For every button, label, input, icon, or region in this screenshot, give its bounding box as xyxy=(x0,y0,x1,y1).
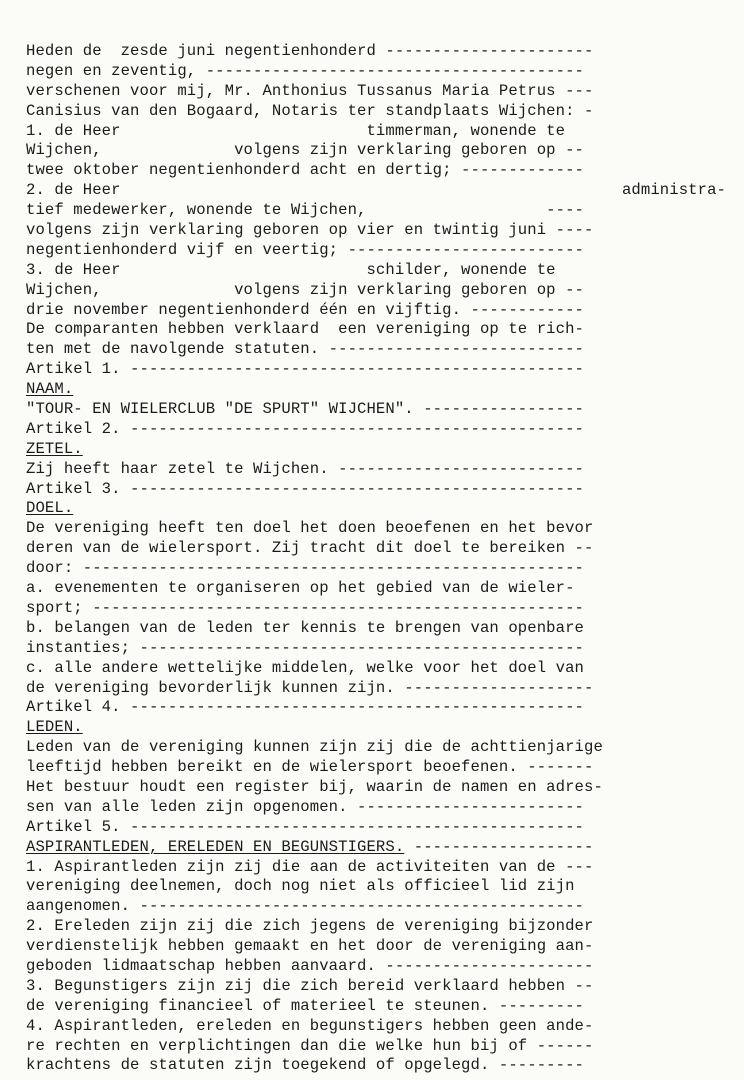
text-line xyxy=(26,559,726,579)
line-text: Wijchen, volgens zijn verklaring geboren op -- xyxy=(26,280,585,299)
line-text-right: administra- xyxy=(621,181,726,200)
line-text: ZETEL. xyxy=(26,439,83,458)
line-text: LEDEN. xyxy=(26,718,83,737)
text-line xyxy=(26,221,726,241)
line-text: 4. Aspirantleden, ereleden en begunstigers hebben geen ande- xyxy=(26,1016,594,1035)
text-line xyxy=(26,102,726,122)
line-text: De vereniging heeft ten doel het doen beoefenen en het bevor xyxy=(26,519,594,538)
text-line xyxy=(26,141,726,161)
text-line xyxy=(26,420,726,440)
line-text: krachtens de statuten zijn toegekend of opgelegd. --------- xyxy=(26,1056,585,1075)
line-text: Artikel 1. ------------------------------------------------ xyxy=(26,360,585,379)
text-line xyxy=(26,838,726,858)
line-text: verdienstelijk hebben gemaakt en het door de vereniging aan- xyxy=(26,937,594,956)
text-line xyxy=(26,659,726,679)
text-line xyxy=(26,599,726,619)
text-line xyxy=(26,201,726,221)
line-text: Het bestuur houdt een register bij, waarin de namen en adres- xyxy=(26,777,603,796)
text-line xyxy=(26,957,726,977)
line-text: vereniging deelnemen, doch nog niet als officieel lid zijn xyxy=(26,877,575,896)
line-text: aangenomen. ----------------------------------------------- xyxy=(26,897,585,916)
line-text: sport; ---------------------------------------------------- xyxy=(26,598,585,617)
line-text: 3. Begunstigers zijn zij die zich bereid verklaard hebben -- xyxy=(26,976,594,995)
text-line xyxy=(26,698,726,718)
line-text: 1. Aspirantleden zijn zij die aan de activiteiten van de --- xyxy=(26,857,594,876)
line-text: "TOUR- EN WIELERCLUB "DE SPURT" WIJCHEN". ----------------- xyxy=(26,400,585,419)
text-line xyxy=(26,758,726,778)
line-text: volgens zijn verklaring geboren op vier en twintig juni ---- xyxy=(26,221,594,240)
line-text: negen en zeventig, ---------------------------------------- xyxy=(26,61,585,80)
line-filler: ------------------- xyxy=(404,837,594,856)
text-line xyxy=(26,360,726,380)
text-line xyxy=(26,241,726,261)
text-line xyxy=(26,917,726,937)
text-line xyxy=(26,400,726,420)
text-line xyxy=(26,42,726,62)
line-text: 1. de Heer timmerman, wonende te xyxy=(26,121,566,140)
text-line xyxy=(26,897,726,917)
line-text: Artikel 3. ------------------------------------------------ xyxy=(26,479,585,498)
line-text: ten met de navolgende statuten. --------------------------- xyxy=(26,340,585,359)
text-line xyxy=(26,977,726,997)
section-heading xyxy=(26,499,726,519)
text-line xyxy=(26,1056,726,1076)
text-line xyxy=(26,480,726,500)
line-text: 2. de Heer xyxy=(26,181,121,200)
text-line xyxy=(26,738,726,758)
section-heading xyxy=(26,718,726,738)
line-text: tief medewerker, wonende te Wijchen, ---- xyxy=(26,201,585,220)
text-line xyxy=(26,997,726,1017)
text-line xyxy=(26,82,726,102)
line-text: Heden de zesde juni negentienhonderd ---------------------- xyxy=(26,42,594,60)
line-text: verschenen voor mij, Mr. Anthonius Tussanus Maria Petrus --- xyxy=(26,81,594,100)
line-text: instanties; ----------------------------------------------- xyxy=(26,638,585,657)
line-text: Zij heeft haar zetel te Wijchen. -------------------------- xyxy=(26,459,585,478)
text-line xyxy=(26,62,726,82)
text-line xyxy=(26,877,726,897)
deed-text xyxy=(26,42,726,1076)
line-text: Wijchen, volgens zijn verklaring geboren op -- xyxy=(26,141,585,160)
line-text: geboden lidmaatschap hebben aanvaard. ---------------------- xyxy=(26,956,594,975)
line-text: negentienhonderd vijf en veertig; ------------------------- xyxy=(26,240,585,259)
section-heading: ASPIRANTLEDEN, ERELEDEN EN BEGUNSTIGERS. xyxy=(26,837,405,856)
line-text: Artikel 5. ------------------------------------------------ xyxy=(26,817,585,836)
text-line xyxy=(26,301,726,321)
text-line xyxy=(26,1037,726,1057)
line-text: de vereniging financieel of materieel te steunen. --------- xyxy=(26,996,585,1015)
text-line xyxy=(26,679,726,699)
text-line xyxy=(26,937,726,957)
text-line xyxy=(26,460,726,480)
line-text: 3. de Heer schilder, wonende te xyxy=(26,260,556,279)
line-text: Canisius van den Bogaard, Notaris ter standplaats Wijchen: - xyxy=(26,101,594,120)
line-text: re rechten en verplichtingen dan die welke hun bij of ------ xyxy=(26,1036,594,1055)
line-text: de vereniging bevorderlijk kunnen zijn. -------------------- xyxy=(26,678,594,697)
line-text: De comparanten hebben verklaard een vereniging op te rich- xyxy=(26,320,585,339)
text-line xyxy=(26,161,726,181)
line-text: NAAM. xyxy=(26,380,74,399)
text-line xyxy=(26,340,726,360)
section-heading xyxy=(26,440,726,460)
line-text: leeftijd hebben bereikt en de wielersport beoefenen. ------- xyxy=(26,758,594,777)
line-text: b. belangen van de leden ter kennis te brengen van openbare xyxy=(26,618,585,637)
line-text: DOEL. xyxy=(26,499,74,518)
line-text: a. evenementen te organiseren op het gebied van de wieler- xyxy=(26,579,575,598)
text-line xyxy=(26,320,726,340)
line-text: sen van alle leden zijn opgenomen. ------------------------ xyxy=(26,797,585,816)
text-line xyxy=(26,778,726,798)
text-line xyxy=(26,519,726,539)
line-text: Leden van de vereniging kunnen zijn zij die de achttienjarige xyxy=(26,738,603,757)
line-text: drie november negentienhonderd één en vijftig. ------------ xyxy=(26,300,585,319)
text-line xyxy=(26,619,726,639)
text-line xyxy=(26,798,726,818)
text-line xyxy=(26,261,726,281)
line-text: 2. Ereleden zijn zij die zich jegens de vereniging bijzonder xyxy=(26,917,594,936)
text-line xyxy=(26,281,726,301)
text-line xyxy=(26,122,726,142)
text-line xyxy=(26,1017,726,1037)
text-line xyxy=(26,858,726,878)
line-text: Artikel 4. ------------------------------------------------ xyxy=(26,698,585,717)
text-line xyxy=(26,181,726,201)
section-heading xyxy=(26,380,726,400)
line-text: c. alle andere wettelijke middelen, welke voor het doel van xyxy=(26,658,585,677)
line-text: deren van de wielersport. Zij tracht dit doel te bereiken -- xyxy=(26,539,594,558)
text-line xyxy=(26,539,726,559)
line-text: Artikel 2. ------------------------------------------------ xyxy=(26,419,585,438)
line-text: door: ----------------------------------------------------- xyxy=(26,559,585,578)
text-line xyxy=(26,579,726,599)
text-line xyxy=(26,818,726,838)
line-text: twee oktober negentienhonderd acht en dertig; ------------- xyxy=(26,161,585,180)
text-line xyxy=(26,639,726,659)
